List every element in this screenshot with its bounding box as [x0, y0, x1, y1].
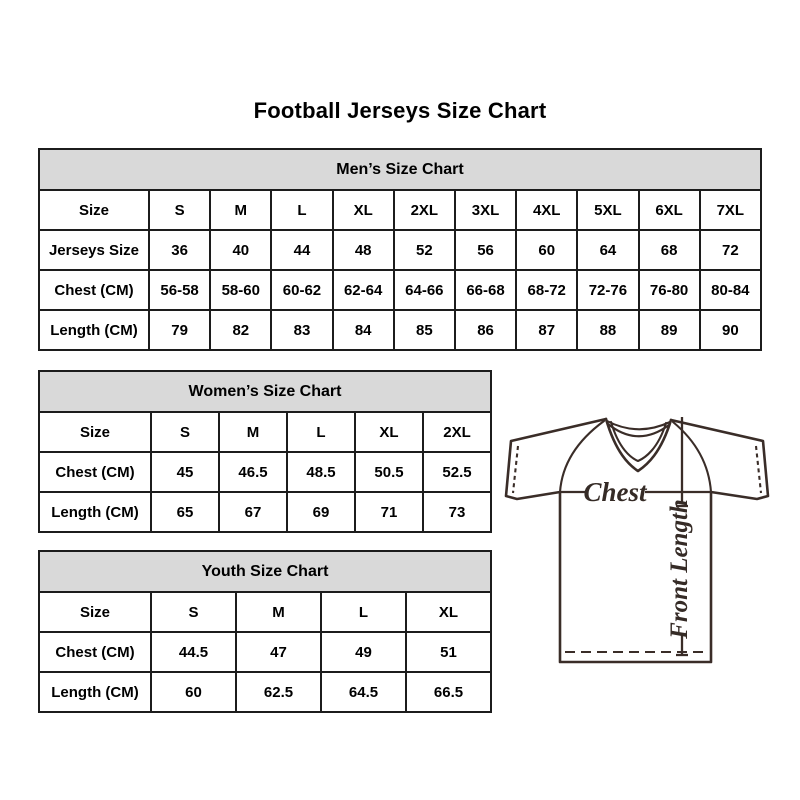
value-cell: 4XL [516, 190, 577, 230]
row-label-cell: Chest (CM) [39, 452, 151, 492]
value-cell: 36 [149, 230, 210, 270]
value-cell: 58-60 [210, 270, 271, 310]
table-row [39, 452, 491, 492]
value-cell: 82 [210, 310, 271, 350]
value-cell: XL [355, 412, 423, 452]
value-cell: L [287, 412, 355, 452]
row-label-cell: Size [39, 592, 151, 632]
womens-chart-title-row [39, 371, 491, 412]
row-label-cell: Length (CM) [39, 492, 151, 532]
value-cell: 51 [406, 632, 491, 672]
row-label-cell: Length (CM) [39, 310, 149, 350]
table-row [39, 492, 491, 532]
value-cell: 67 [219, 492, 287, 532]
value-cell: 64 [577, 230, 638, 270]
value-cell: 84 [333, 310, 394, 350]
value-cell: 76-80 [639, 270, 700, 310]
value-cell: 48 [333, 230, 394, 270]
value-cell: 66.5 [406, 672, 491, 712]
table-row [39, 412, 491, 452]
row-label-cell: Jerseys Size [39, 230, 149, 270]
value-cell: XL [406, 592, 491, 632]
table-row [39, 230, 761, 270]
youth-size-chart-table [38, 550, 492, 713]
value-cell: 3XL [455, 190, 516, 230]
table-row [39, 632, 491, 672]
value-cell: 65 [151, 492, 219, 532]
value-cell: 80-84 [700, 270, 761, 310]
page-title: Football Jerseys Size Chart [253, 98, 547, 123]
womens-size-chart-table [38, 370, 492, 533]
row-label-cell: Size [39, 190, 149, 230]
value-cell: 72-76 [577, 270, 638, 310]
value-cell: 60 [516, 230, 577, 270]
value-cell: 62.5 [236, 672, 321, 712]
value-cell: 56 [455, 230, 516, 270]
value-cell: 44.5 [151, 632, 236, 672]
youth-chart-title: Youth Size Chart [39, 551, 491, 592]
value-cell: 73 [423, 492, 491, 532]
value-cell: 83 [271, 310, 332, 350]
value-cell: M [219, 412, 287, 452]
value-cell: 66-68 [455, 270, 516, 310]
value-cell: S [151, 592, 236, 632]
value-cell: 2XL [423, 412, 491, 452]
value-cell: 60-62 [271, 270, 332, 310]
table-row [39, 270, 761, 310]
jersey-diagram-svg [501, 401, 775, 669]
value-cell: 47 [236, 632, 321, 672]
value-cell: 49 [321, 632, 406, 672]
value-cell: 50.5 [355, 452, 423, 492]
value-cell: XL [333, 190, 394, 230]
row-label-cell: Length (CM) [39, 672, 151, 712]
value-cell: 45 [151, 452, 219, 492]
row-label-cell: Chest (CM) [39, 270, 149, 310]
value-cell: L [321, 592, 406, 632]
front-length-label: Front Length [666, 499, 693, 639]
value-cell: 44 [271, 230, 332, 270]
table-row [39, 672, 491, 712]
value-cell: 60 [151, 672, 236, 712]
jersey-measurement-diagram [501, 401, 775, 669]
value-cell: 79 [149, 310, 210, 350]
value-cell: 86 [455, 310, 516, 350]
row-label-cell: Chest (CM) [39, 632, 151, 672]
mens-size-chart-table [38, 148, 762, 351]
value-cell: 2XL [394, 190, 455, 230]
value-cell: M [210, 190, 271, 230]
value-cell: 69 [287, 492, 355, 532]
value-cell: 40 [210, 230, 271, 270]
value-cell: 46.5 [219, 452, 287, 492]
value-cell: S [151, 412, 219, 452]
value-cell: 90 [700, 310, 761, 350]
chest-label: Chest [583, 477, 647, 507]
value-cell: 68-72 [516, 270, 577, 310]
value-cell: 5XL [577, 190, 638, 230]
table-row [39, 310, 761, 350]
mens-chart-title: Men’s Size Chart [39, 149, 761, 190]
value-cell: 7XL [700, 190, 761, 230]
value-cell: 6XL [639, 190, 700, 230]
value-cell: 68 [639, 230, 700, 270]
value-cell: 85 [394, 310, 455, 350]
youth-chart-title-row [39, 551, 491, 592]
value-cell: M [236, 592, 321, 632]
womens-chart-title: Women’s Size Chart [39, 371, 491, 412]
table-row [39, 190, 761, 230]
value-cell: 88 [577, 310, 638, 350]
value-cell: 64-66 [394, 270, 455, 310]
mens-chart-title-row [39, 149, 761, 190]
value-cell: 87 [516, 310, 577, 350]
value-cell: 52 [394, 230, 455, 270]
value-cell: L [271, 190, 332, 230]
value-cell: 56-58 [149, 270, 210, 310]
value-cell: 48.5 [287, 452, 355, 492]
value-cell: 71 [355, 492, 423, 532]
row-label-cell: Size [39, 412, 151, 452]
value-cell: S [149, 190, 210, 230]
value-cell: 64.5 [321, 672, 406, 712]
value-cell: 72 [700, 230, 761, 270]
table-row [39, 592, 491, 632]
value-cell: 52.5 [423, 452, 491, 492]
value-cell: 62-64 [333, 270, 394, 310]
jersey-outline [506, 419, 768, 662]
value-cell: 89 [639, 310, 700, 350]
